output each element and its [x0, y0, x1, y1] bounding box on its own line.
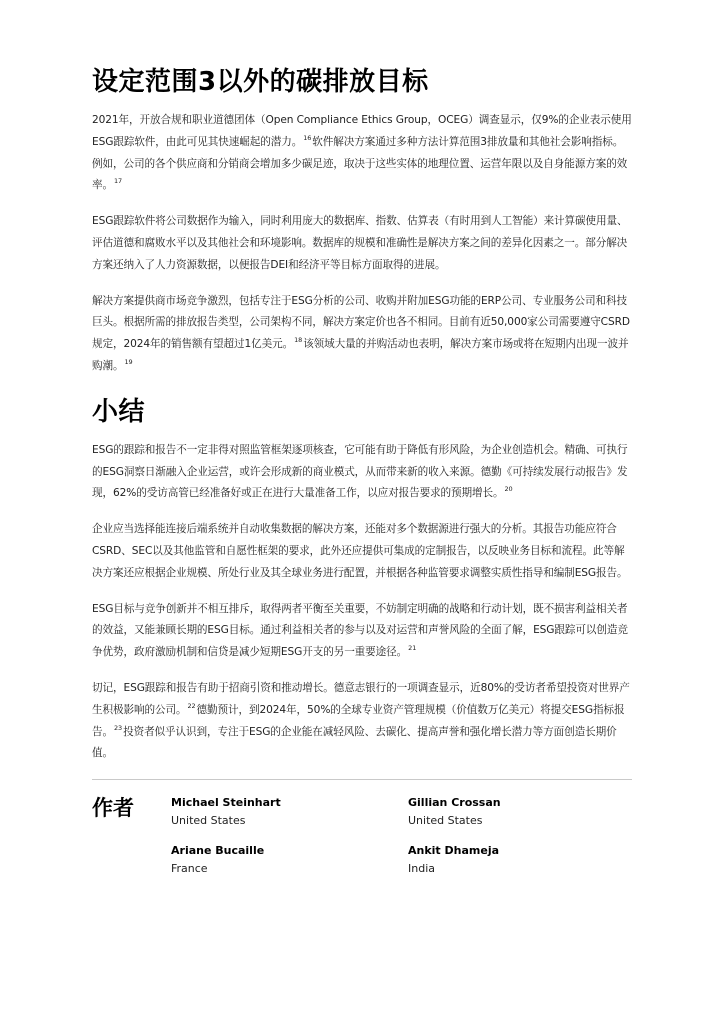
paragraph-text: 投资者似乎认识到，专注于ESG的企业能在减轻风险、去碳化、提高声誉和强化增长潜力等方面创造长期价值。 [92, 725, 617, 760]
footnote-ref: 22 [187, 701, 196, 710]
author-name: Ankit Dhameja [408, 844, 500, 858]
author-location: United States [171, 814, 246, 828]
author-location: United States [408, 814, 483, 828]
author-name: Michael Steinhart [171, 796, 281, 810]
authors-title: 作者 [92, 796, 134, 821]
author-card [171, 794, 408, 830]
footnote-ref: 20 [504, 485, 513, 494]
paragraph [92, 440, 632, 505]
paragraph [92, 678, 632, 765]
paragraph-text: 该领域大量的并购活动也表明，解决方案市场或将在短期内出现一波并购潮。 [92, 338, 629, 372]
paragraph-text: 德勤预计，到2024年，50%的全球专业资产管理规模（价值数万亿美元）将提交ESG指标报告。 [92, 703, 625, 738]
paragraph-text: 2021年，开放合规和职业道德团体（Open Compliance Ethics Group，OCEG）调查显示，仅9%的企业表示使用ESG跟踪软件，由此可见其快速崛起的潜力。 [92, 114, 632, 148]
author-card [408, 842, 558, 878]
footnote-ref: 21 [408, 644, 417, 653]
author-card [171, 842, 408, 878]
section-title-summary: 小结 [92, 396, 146, 427]
author-list [171, 794, 558, 878]
paragraph: ESG跟踪软件将公司数据作为输入，同时利用庞大的数据库、指数、估算表（有时用到人工智能）来计算碳使用量、评估道德和腐败水平以及其他社会和环境影响。数据库的规模和准确性是解决方案之间的差异化因素之一。部分解决方案还纳入了人力资源数据，以便报告DEI和经济平等目标方面取得的进展。 [92, 215, 628, 271]
footnote-ref: 19 [124, 357, 133, 366]
paragraph [92, 599, 632, 664]
authors-section [92, 794, 632, 878]
footnote-ref: 18 [294, 336, 303, 345]
author-location: France [171, 862, 208, 876]
footnote-ref: 16 [303, 133, 312, 142]
section-title-scope3: 设定范围3以外的碳排放目标 [92, 67, 429, 97]
footnote-ref: 23 [114, 723, 123, 732]
author-name: Gillian Crossan [408, 796, 501, 810]
paragraph-text: 切记，ESG跟踪和报告有助于招商引资和推动增长。德意志银行的一项调查显示，近80%的受访者希望投资对世界产生积极影响的公司。 [92, 681, 630, 716]
footnote-ref: 17 [114, 177, 123, 186]
author-location: India [408, 862, 435, 876]
paragraph-text: ESG目标与竞争创新并不相互排斥，取得两者平衡至关重要，不妨制定明确的战略和行动计划，既不损害利益相关者的效益，又能兼顾长期的ESG目标。通过利益相关者的参与以及对运营和声誉风险的全面了解，ESG跟踪可以创造竞争优势，政府激励机制和信贷是减少短期ESG开支的另一重要途径。 [92, 602, 628, 659]
author-name: Ariane Bucaille [171, 844, 265, 858]
paragraph [92, 291, 632, 378]
divider [92, 779, 632, 780]
paragraph-text: ESG的跟踪和报告不一定非得对照监管框架逐项核查，它可能有助于降低有形风险，为企业创造机会。精确、可执行的ESG洞察日渐融入企业运营，或许会形成新的商业模式，从而带来新的收入来源。德勤《可持续发展行动报告》发现，62%的受访高管已经准备好或正在进行大量准备工作，以应对报告要求的预期增长。 [92, 443, 628, 500]
paragraph-text: 解决方案提供商市场竞争激烈，包括专注于ESG分析的公司、收购并附加ESG功能的ERP公司、专业服务公司和科技巨头。根据所需的排放报告类型，公司架构不同，解决方案定价也各不相同。目前有近50,000家公司需要遵守CSRD规定，2024年的销售额有望超过1亿美元。 [92, 294, 630, 351]
paragraph: 企业应当选择能连接后端系统并自动收集数据的解决方案，还能对多个数据源进行强大的分析。其报告功能应符合CSRD、SEC以及其他监管和自愿性框架的要求，此外还应提供可集成的定制报告，以反映业务目标和流程。此等解决方案还应根据企业规模、所处行业及其全球业务进行配置，并根据各种监管要求调整实质性指导和编制ESG报告。 [92, 523, 628, 579]
paragraph-text: 软件解决方案通过多种方法计算范围3排放量和其他社会影响指标。例如，公司的各个供应商和分销商会增加多少碳足迹，取决于这些实体的地理位置、运营年限以及自身能源方案的效率。 [92, 135, 628, 192]
paragraph [92, 110, 632, 197]
author-card [408, 794, 558, 830]
